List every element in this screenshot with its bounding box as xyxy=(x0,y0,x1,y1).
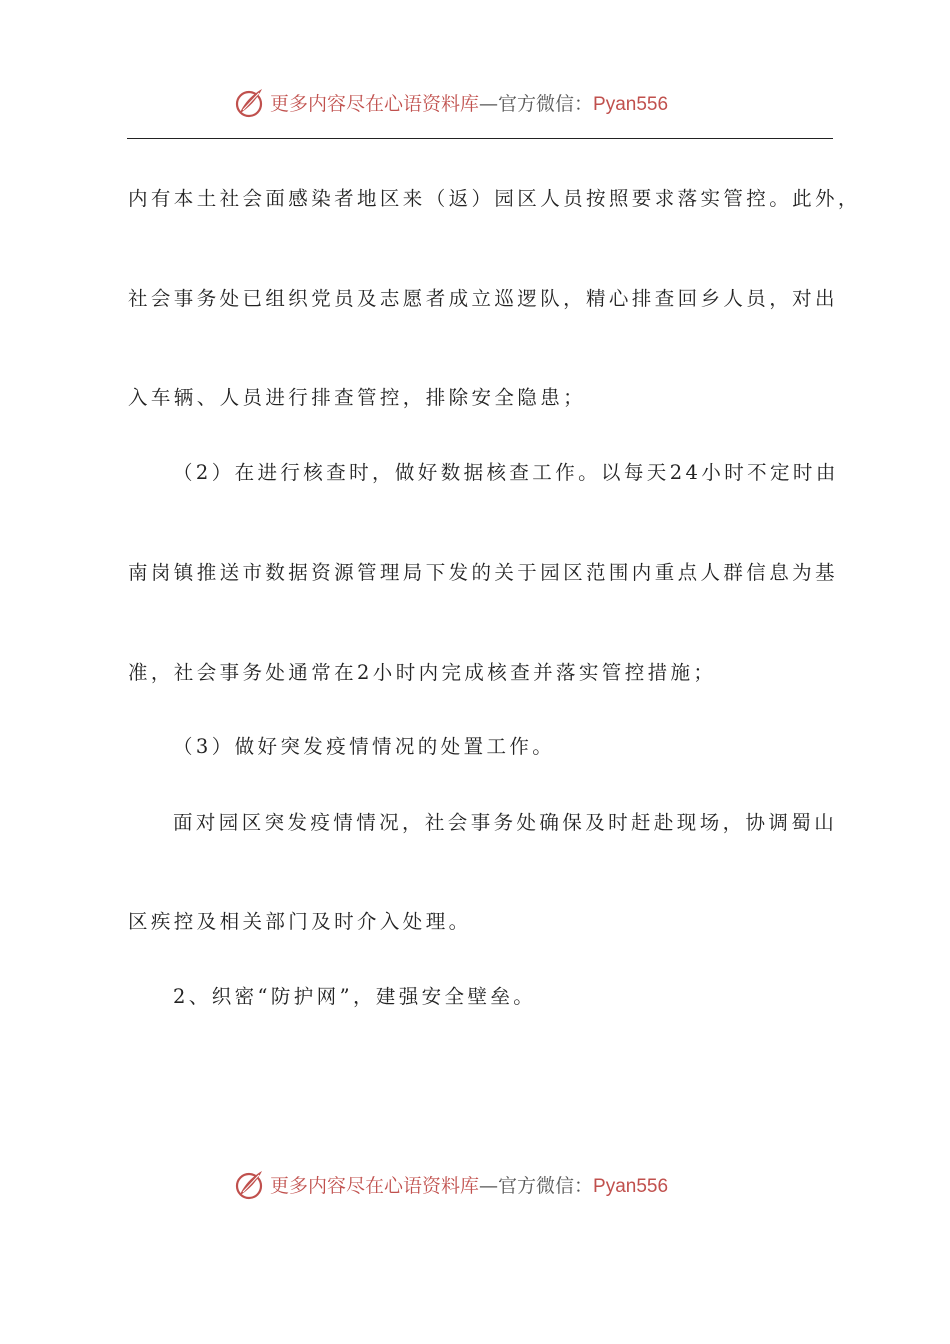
body-line-3: 入车辆、人员进行排查管控，排除安全隐患； xyxy=(128,386,587,409)
body-line-2: 社会事务处已组织党员及志愿者成立巡逻队，精心排查回乡人员，对出 xyxy=(128,287,838,310)
quill-logo-icon xyxy=(232,1167,266,1201)
body-line-8: 面对园区突发疫情情况，社会事务处确保及时赶赴现场，协调蜀山 xyxy=(173,811,838,834)
banner-text xyxy=(270,1171,668,1198)
body-line-10: 2、织密“防护网”，建强安全壁垒。 xyxy=(173,985,537,1008)
banner-wechat-label: —官方微信： xyxy=(479,92,594,115)
body-line-7: （3）做好突发疫情情况的处置工作。 xyxy=(173,735,556,758)
banner-title: 更多内容尽在心语资料库 xyxy=(270,92,480,115)
header-banner xyxy=(0,82,950,122)
header-divider xyxy=(127,138,833,139)
body-line-6: 准，社会事务处通常在2小时内完成核查并落实管控措施； xyxy=(128,661,717,684)
banner-wechat-id: Pyan556 xyxy=(593,1175,669,1197)
banner-title: 更多内容尽在心语资料库 xyxy=(270,1174,480,1197)
footer-banner xyxy=(0,1164,950,1204)
banner-wechat-id: Pyan556 xyxy=(593,93,669,115)
body-line-4: （2）在进行核查时，做好数据核查工作。以每天24小时不定时由 xyxy=(173,461,839,484)
body-line-1: 内有本土社会面感染者地区来（返）园区人员按照要求落实管控。此外， xyxy=(128,187,861,210)
body-line-5: 南岗镇推送市数据资源管理局下发的关于园区范围内重点人群信息为基 xyxy=(128,561,838,584)
banner-wechat-label: —官方微信： xyxy=(479,1174,594,1197)
body-line-9: 区疾控及相关部门及时介入处理。 xyxy=(128,910,472,933)
quill-logo-icon xyxy=(232,85,266,119)
banner-text xyxy=(270,89,668,116)
